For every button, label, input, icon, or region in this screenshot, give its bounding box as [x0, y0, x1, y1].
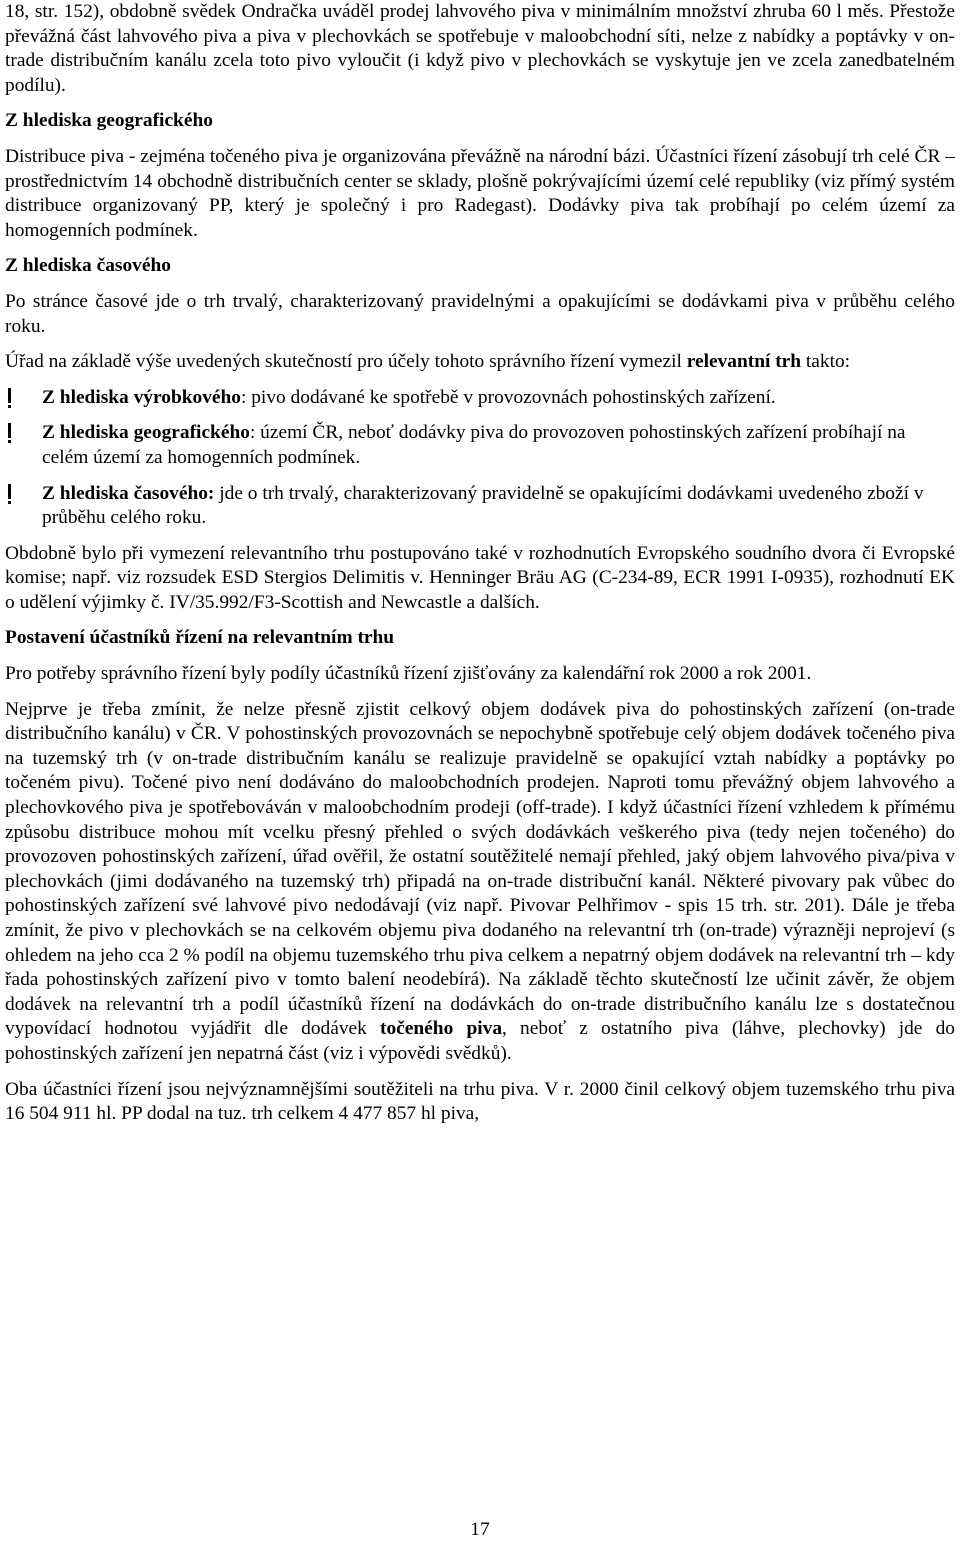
volume-analysis-text: Nejprve je třeba zmínit, že nelze přesně zjistit celkový objem dodávek piva do pohostinských zařízení (on-trade distribučního kanálu) v ČR. V pohostinských provozovnách se nepochybně spotřebuje celý objem dodávek točeného piva na tuzemský trh (v on-trade distribučním kanálu se realizuje pravidelně se opakující vztah nabídky a poptávky po točeném pivu). Točené pivo není dodáváno do maloobchodních prodejen. Naproti tomu převážný objem lahvového a plechovkového piva je spotřebováván v maloobchodním prodeji (off-trade). I když účastníci řízení vzhledem k přímému způsobu distribuce mohou mít vcelku přesný přehled o svých dodávkách veškerého piva (tedy nejen točeného) do provozoven pohostinských zařízení, úřad ověřil, že ostatní soutěžitelé nemají přehled, jaký objem lahvového piva/piva v plechovkách (jimi dodávaného na tuzemský trh) připadá na on-trade distribuční kanál. Některé pivovary pak vůbec do pohostinských zařízení své lahvové pivo nedodávají (viz např. Pivovar Pelhřimov - spis 15 trh. str. 201). Dále je třeba zmínit, že pivo v plechovkách se na celkovém objemu piva dodaného na relevantní trh (on-trade) výrazněji neprojeví (s ohledem na jeho cca 2 % podíl na objemu tuzemského trhu piva celkem a nepatrný objem dodávek na relevantní trh – kdy řada pohostinských zařízení pivo v tomto balení neodebírá). Na základě těchto skutečností lze učinit závěr, že objem dodávek na relevantní trh a podíl účastníků řízení na dodávkách do on-trade distribučního kanálu lze s dostatečnou vypovídací hodnotou vyjádřit dle dodávek: [5, 698, 955, 1040]
bullet-text: : území ČR, neboť dodávky piva do provozoven pohostinských zařízení probíhají na celém území za homogenních podmínek.: [42, 422, 906, 468]
volume-analysis-end: , neboť z ostatního piva (láhve, plechovky) jde do pohostinských zařízení jen nepatrná část (viz i výpovědi svědků).: [5, 1018, 955, 1064]
bullet-label: Z hlediska výrobkového: [42, 386, 241, 408]
bullet-label: Z hlediska geografického: [42, 422, 250, 444]
bullet-label: Z hlediska časového:: [42, 482, 215, 504]
volume-analysis-bold: točeného piva: [380, 1018, 503, 1040]
heading-temporal: Z hlediska časového: [5, 255, 171, 277]
document-page: [5, 0, 955, 1127]
relevant-market-bold: relevantní trh: [686, 351, 802, 373]
relevant-market-text: Úřad na základě výše uvedených skutečností pro účely tohoto správního řízení vymezil: [5, 351, 687, 373]
paragraph-shares-period: Pro potřeby správního řízení byly podíly účastníků řízení zjišťovány za kalendářní rok 2000 a rok 2001.: [5, 663, 812, 685]
exclamation-bullet-icon: [5, 388, 19, 408]
paragraph-volume-analysis: [5, 698, 955, 1067]
heading-market-position: Postavení účastníků řízení na relevantním trhu: [5, 627, 395, 649]
bullet-text: : pivo dodávané ke spotřebě v provozovnách pohostinských zařízení.: [241, 386, 776, 408]
page-number: 17: [470, 1519, 490, 1540]
list-item: [5, 386, 955, 411]
heading-geographic: Z hlediska geografického: [5, 110, 213, 132]
paragraph-distribution: Distribuce piva - zejména točeného piva je organizována převážně na národní bázi. Účastníci řízení zásobují trh celé ČR – prostřednictvím 14 obchodně distribučních center se sklady, plošně pokrývajícími území celé republiky (viz přímý systém distribuce organizovaný PP, který je společný i pro Radegast). Dodávky piva tak probíhají po celém území za homogenních podmínek.: [5, 145, 955, 241]
list-item: [5, 482, 955, 531]
paragraph-intro: 18, str. 152), obdobně svědek Ondračka uváděl prodej lahvového piva v minimálním množství zhruba 60 l měs. Přestože převážná část lahvového piva a piva v plechovkách se spotřebuje v maloobchodní síti, nelze z nabídky a poptávky v on-trade distribučním kanálu zcela toto pivo vyloučit (i když pivo v plechovkách se vyskytuje jen ve zcela zanedbatelném podílu).: [5, 1, 955, 96]
paragraph-temporal: Po stránce časové jde o trh trvalý, charakterizovaný pravidelnými a opakujícími se dodávkami piva v průběhu celého roku.: [5, 290, 955, 337]
paragraph-relevant-market: [5, 350, 955, 375]
paragraph-market-volume: Oba účastníci řízení jsou nejvýznamnějšími soutěžiteli na trhu piva. V r. 2000 činil celkový objem tuzemského trhu piva 16 504 911 hl. PP dodal na tuz. trh celkem 4 477 857 hl piva,: [5, 1078, 955, 1125]
relevant-market-end: takto:: [801, 351, 851, 373]
exclamation-bullet-icon: [5, 423, 19, 443]
exclamation-bullet-icon: [5, 484, 19, 504]
paragraph-ecj-reference: Obdobně bylo při vymezení relevantního trhu postupováno také v rozhodnutích Evropského soudního dvora či Evropské komise; např. viz rozsudek ESD Stergios Delimitis v. Henninger Bräu AG (C-234-89, ECR 1991 I-0935), rozhodnutí EK o udělení výjimky č. IV/35.992/F3-Scottish and Newcastle a dalších.: [5, 542, 955, 613]
list-item: [5, 421, 955, 470]
bullet-text: jde o trh trvalý, charakterizovaný pravidelně se opakujícími dodávkami uvedeného zboží v průběhu celého roku.: [42, 482, 924, 529]
